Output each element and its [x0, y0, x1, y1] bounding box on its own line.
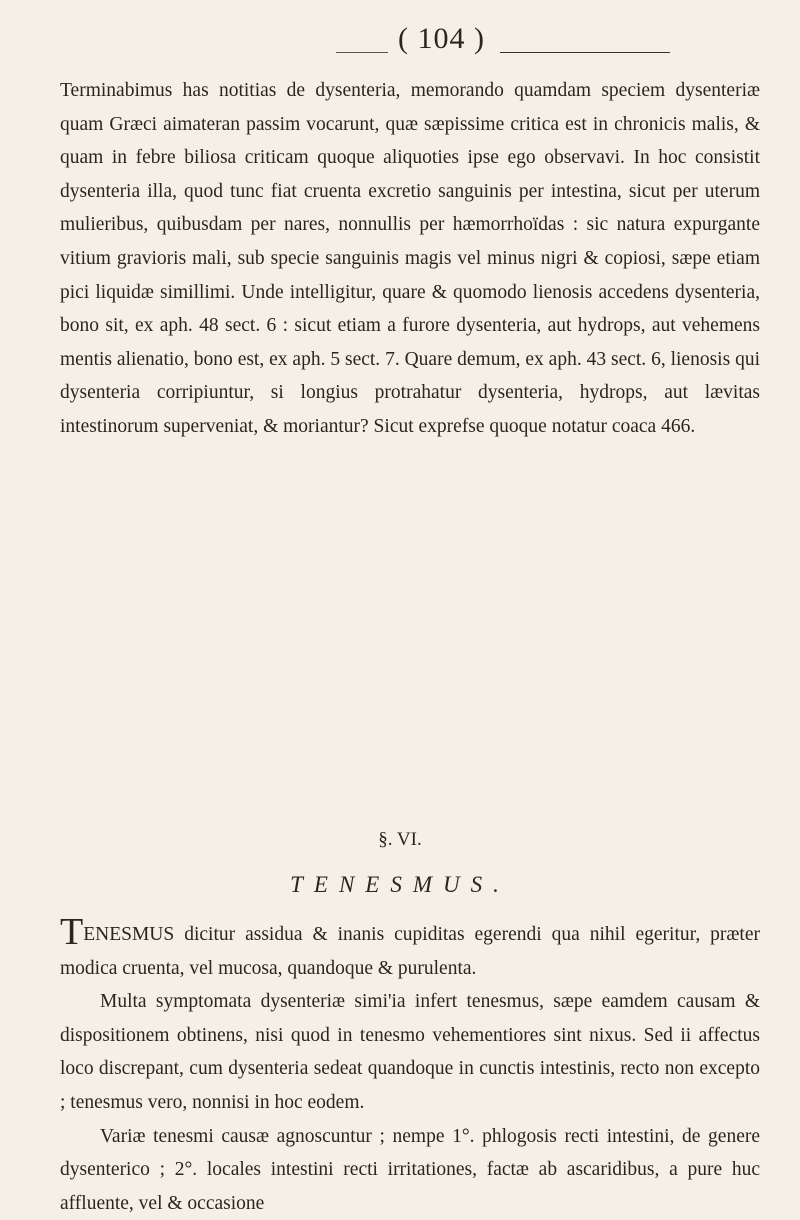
paragraph-2-text: ENESMUS dicitur assidua & inanis cupiditas egerendi qua nihil egeritur, præter modica cruenta, vel mucosa, quandoque & purulenta.: [60, 924, 760, 979]
header-rule-right: [500, 52, 670, 53]
paragraph-4: Variæ tenesmi causæ agnoscuntur ; nempe 1°. phlogosis recti intestini, de genere dysenterico ; 2°. locales intestini recti irritationes, factæ ab ascaridibus, a pure huc affluente, vel & occasione: [60, 1125, 760, 1214]
section-title: TENESMUS.: [290, 872, 510, 897]
drop-cap: T: [60, 911, 84, 953]
header-rule-left: [336, 52, 388, 53]
paragraph-1: Terminabimus has notitias de dysenteria, memorando quamdam speciem dysenteriæ quam Græci aimateran passim vocarunt, quæ sæpissime critica est in chronicis malis, & quam in febre biliosa criticam quoque aliquoties ipse ego observavi. In hoc consistit dysenteria illa, quod tunc fiat cruenta excretio sanguinis per intestina, sicut per uterum mulieribus, quibusdam per nares, nonnullis per hæmorrhoïdas : sic natura expurgante vitium gravioris mali, sub specie sanguinis magis vel minus nigri & copiosi, sæpe etiam pici liquidæ simillimi. Unde intelligitur, quare & quomodo lienosis accedens dysenteria, bono sit, ex aph. 48 sect. 6 : sicut etiam a furore dysenteria, aut hydrops, aut vehemens mentis alienatio, bono est, ex aph. 5 sect. 7. Quare demum, ex aph. 43 sect. 6, lienosis qui dysenteria corripiuntur, si longius protrahatur dysenteria, hydrops, aut lævitas intestinorum superveniat, & moriantur? Sicut exprefse quoque notatur coaca 466.: [60, 80, 760, 437]
tenesmus-text: [60, 911, 760, 1220]
page-number: ( 104 ): [398, 22, 485, 55]
paragraph-3: Multa symptomata dysenteriæ simi'ia infert tenesmus, sæpe eamdem causam & dispositionem obtinens, nisi quod in tenesmo vehementiores sint nixus. Sed ii affectus loco discrepant, cum dysenteria sedeat quandoque in cunctis intestinis, recto non excepto ; tenesmus vero, nonnisi in hoc eodem.: [60, 991, 760, 1113]
paragraph-2: [60, 911, 760, 985]
page-header: [0, 22, 800, 62]
dysentery-paragraph: [60, 74, 760, 444]
section-number: §. VI.: [378, 829, 422, 850]
